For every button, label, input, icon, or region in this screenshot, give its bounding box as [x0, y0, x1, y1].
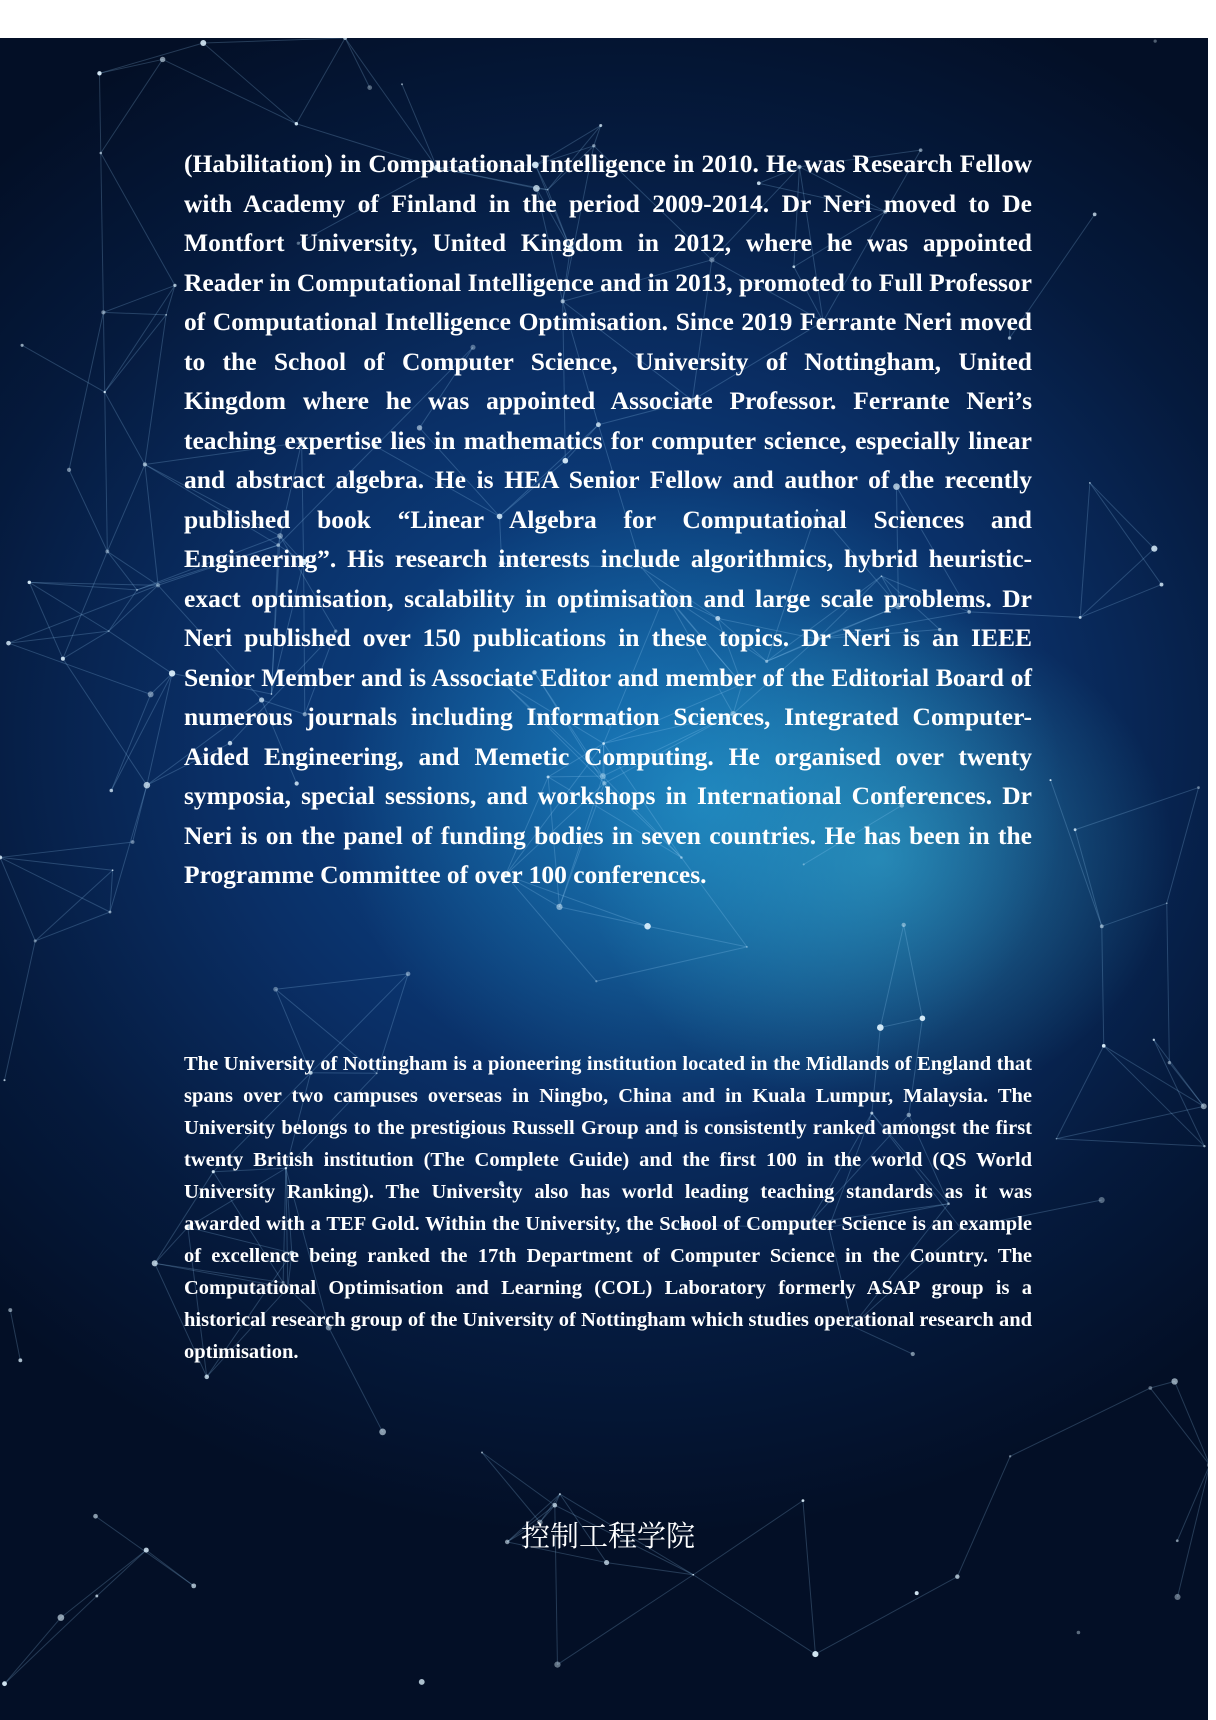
school-name: 控制工程学院	[520, 1519, 695, 1553]
page-edge	[1208, 38, 1216, 1720]
university-paragraph: The University of Nottingham is a pioneering institution located in the Midlands of England that spans over two campuses overseas in Ningbo, China and in Kuala Lumpur, Malaysia. The University belongs to the prestigious Russell Group and is consistently ranked amongst the first twenty British institution (The Complete Guide) and the first 100 in the world (QS World University Ranking). The University also has world leading teaching standards as it was awarded with a TEF Gold. Within the University, the School of Computer Science is an example of excellence being ranked the 17th Department of Computer Science in the Country. The Computational Optimisation and Learning (COL) Laboratory formerly ASAP group is a historical research group of the University of Nottingham which studies operational research and optimisation.	[184, 1053, 1032, 1363]
bio-paragraph: (Habilitation) in Computational Intelligence in 2010. He was Research Fellow with Academy of Finland in the period 2009-2014. Dr Neri moved to De Montfort University, United Kingdom in 2012, where he was appointed Reader in Computational Intelligence and in 2013, promoted to Full Professor of Computational Intelligence Optimisation. Since 2019 Ferrante Neri moved to the School of Computer Science, University of Nottingham, United Kingdom where he was appointed Associate Professor. Ferrante Neri’s teaching expertise lies in mathematics for computer science, especially linear and abstract algebra. He is HEA Senior Fellow and author of the recently published book “Linear Algebra for Computational Sciences and Engineering”. His research interests include algorithmics, hybrid heuristic-exact optimisation, scalability in optimisation and large scale problems. Dr Neri published over 150 publications in these topics. Dr Neri is an IEEE Senior Member and is Associate Editor and member of the Editorial Board of numerous journals including Information Sciences, Integrated Computer-Aided Engineering, and Memetic Computing. He organised over twenty symposia, special sessions, and workshops in International Conferences. Dr Neri is on the panel of funding bodies in seven countries. He has been in the Programme Committee of over 100 conferences.	[184, 149, 1032, 889]
back-cover-background	[0, 38, 1216, 1720]
